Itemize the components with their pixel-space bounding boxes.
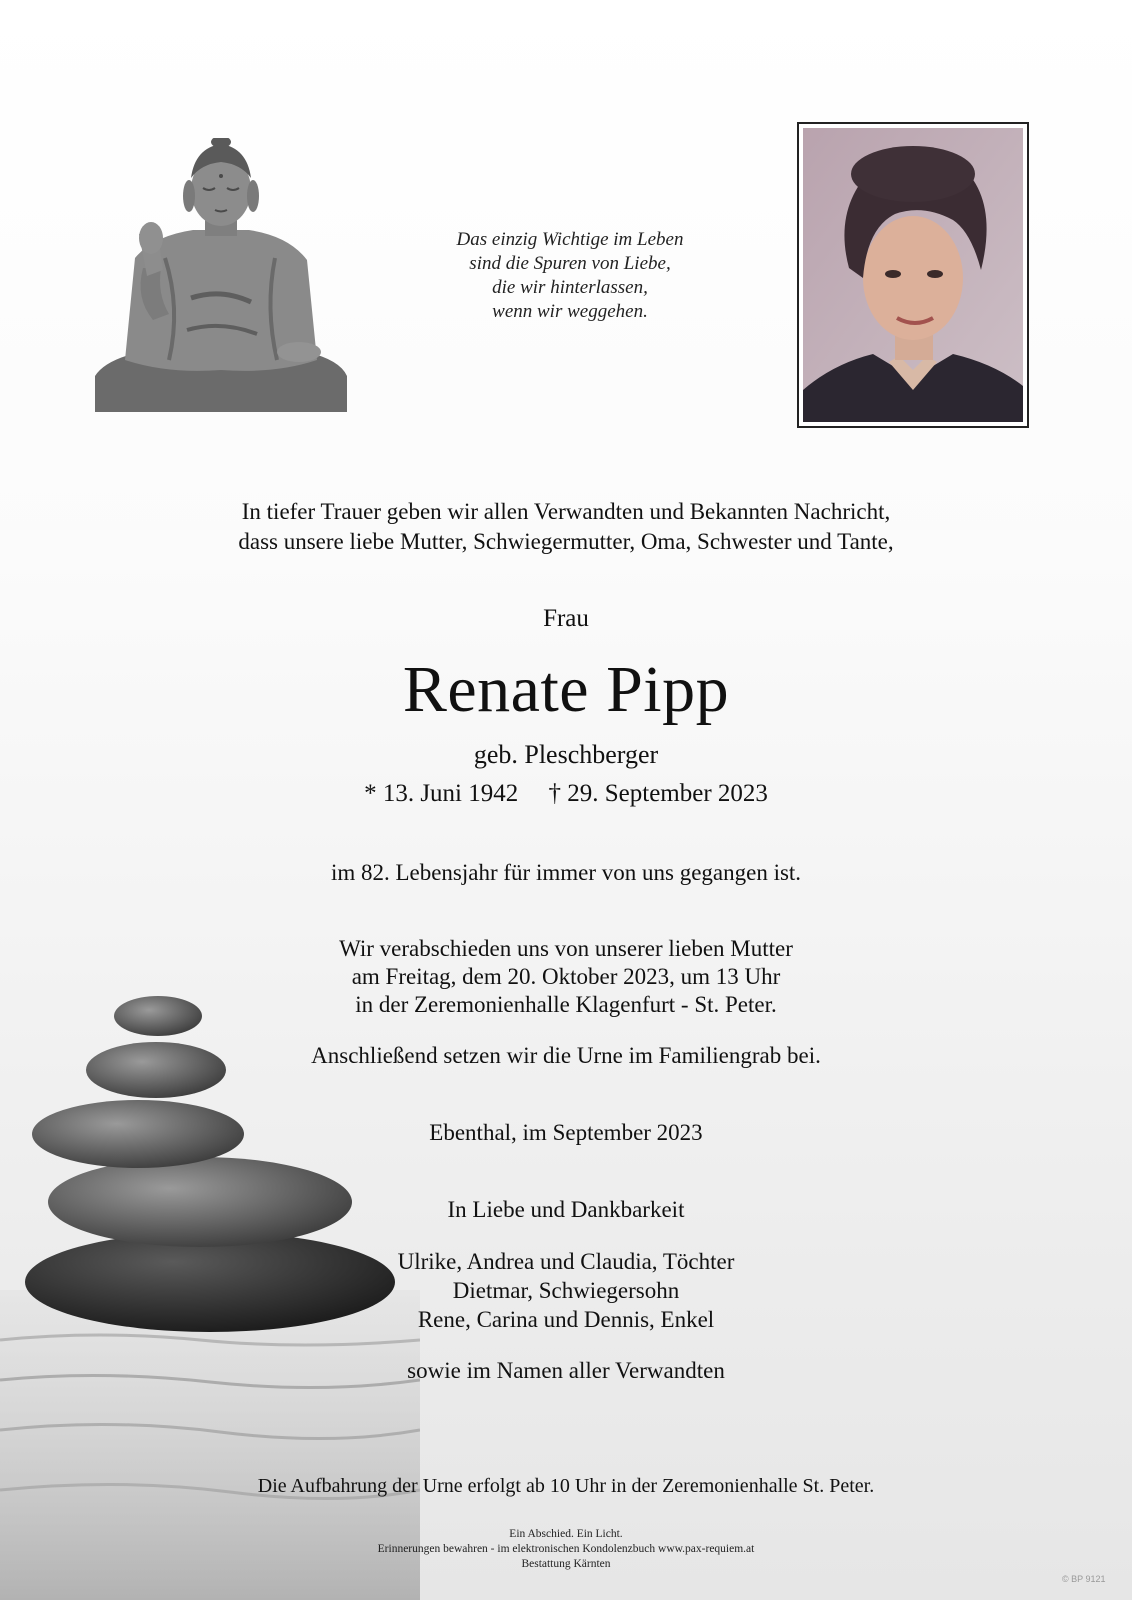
ceremony-line: Wir verabschieden uns von unserer lieben Mutter [339,936,793,961]
quote-line: Das einzig Wichtige im Leben [456,229,684,250]
mourner-line: Ulrike, Andrea und Claudia, Töchter [397,1249,735,1274]
maiden-name: geb. Pleschberger [473,740,659,769]
buddha-illustration [95,138,347,412]
footer-line: Erinnerungen bewahren - im elektronischen Kondolenzbuch www.pax-requiem.at [377,1543,755,1555]
quote-line: wenn wir weggehen. [492,301,648,322]
ceremony-line: in der Zeremonienhalle Klagenfurt - St. Peter. [355,992,777,1017]
mourners-list [0,1247,1132,1334]
footer-line: Ein Abschied. Ein Licht. [509,1528,623,1540]
memorial-quote [390,228,750,324]
footer [0,1527,1132,1572]
salutation: Frau [543,605,589,632]
intro-line: In tiefer Trauer geben wir allen Verwandten und Bekannten Nachricht, [241,499,891,524]
ceremony-line: am Freitag, dem 20. Oktober 2023, um 13 Uhr [351,964,781,989]
death-date: † 29. September 2023 [548,780,768,807]
intro-line: dass unsere liebe Mutter, Schwiegermutter, Oma, Schwester und Tante, [238,529,894,554]
announcement-intro [0,497,1132,557]
closing-phrase: In Liebe und Dankbarkeit [447,1197,685,1222]
quote-line: sind die Spuren von Liebe, [469,253,671,274]
urn-viewing-note: Die Aufbahrung der Urne erfolgt ab 10 Uhr in der Zeremonienhalle St. Peter. [257,1475,875,1497]
deceased-name: Renate Pipp [402,653,730,726]
life-dates [0,780,1132,808]
footer-line: Bestattung Kärnten [521,1558,611,1570]
age-line: im 82. Lebensjahr für immer von uns gegangen ist. [330,860,802,885]
reference-code: © BP 9121 [1062,1574,1106,1584]
place-date: Ebenthal, im September 2023 [429,1120,703,1145]
ceremony-details [0,935,1132,1019]
relatives-note: sowie im Namen aller Verwandten [407,1358,725,1383]
mourner-line: Rene, Carina und Dennis, Enkel [417,1307,715,1332]
quote-line: die wir hinterlassen, [492,277,648,298]
mourner-line: Dietmar, Schwiegersohn [452,1278,680,1303]
birth-date: * 13. Juni 1942 [364,780,519,807]
burial-note: Anschließend setzen wir die Urne im Familiengrab bei. [311,1043,821,1068]
portrait-photo [803,128,1023,422]
